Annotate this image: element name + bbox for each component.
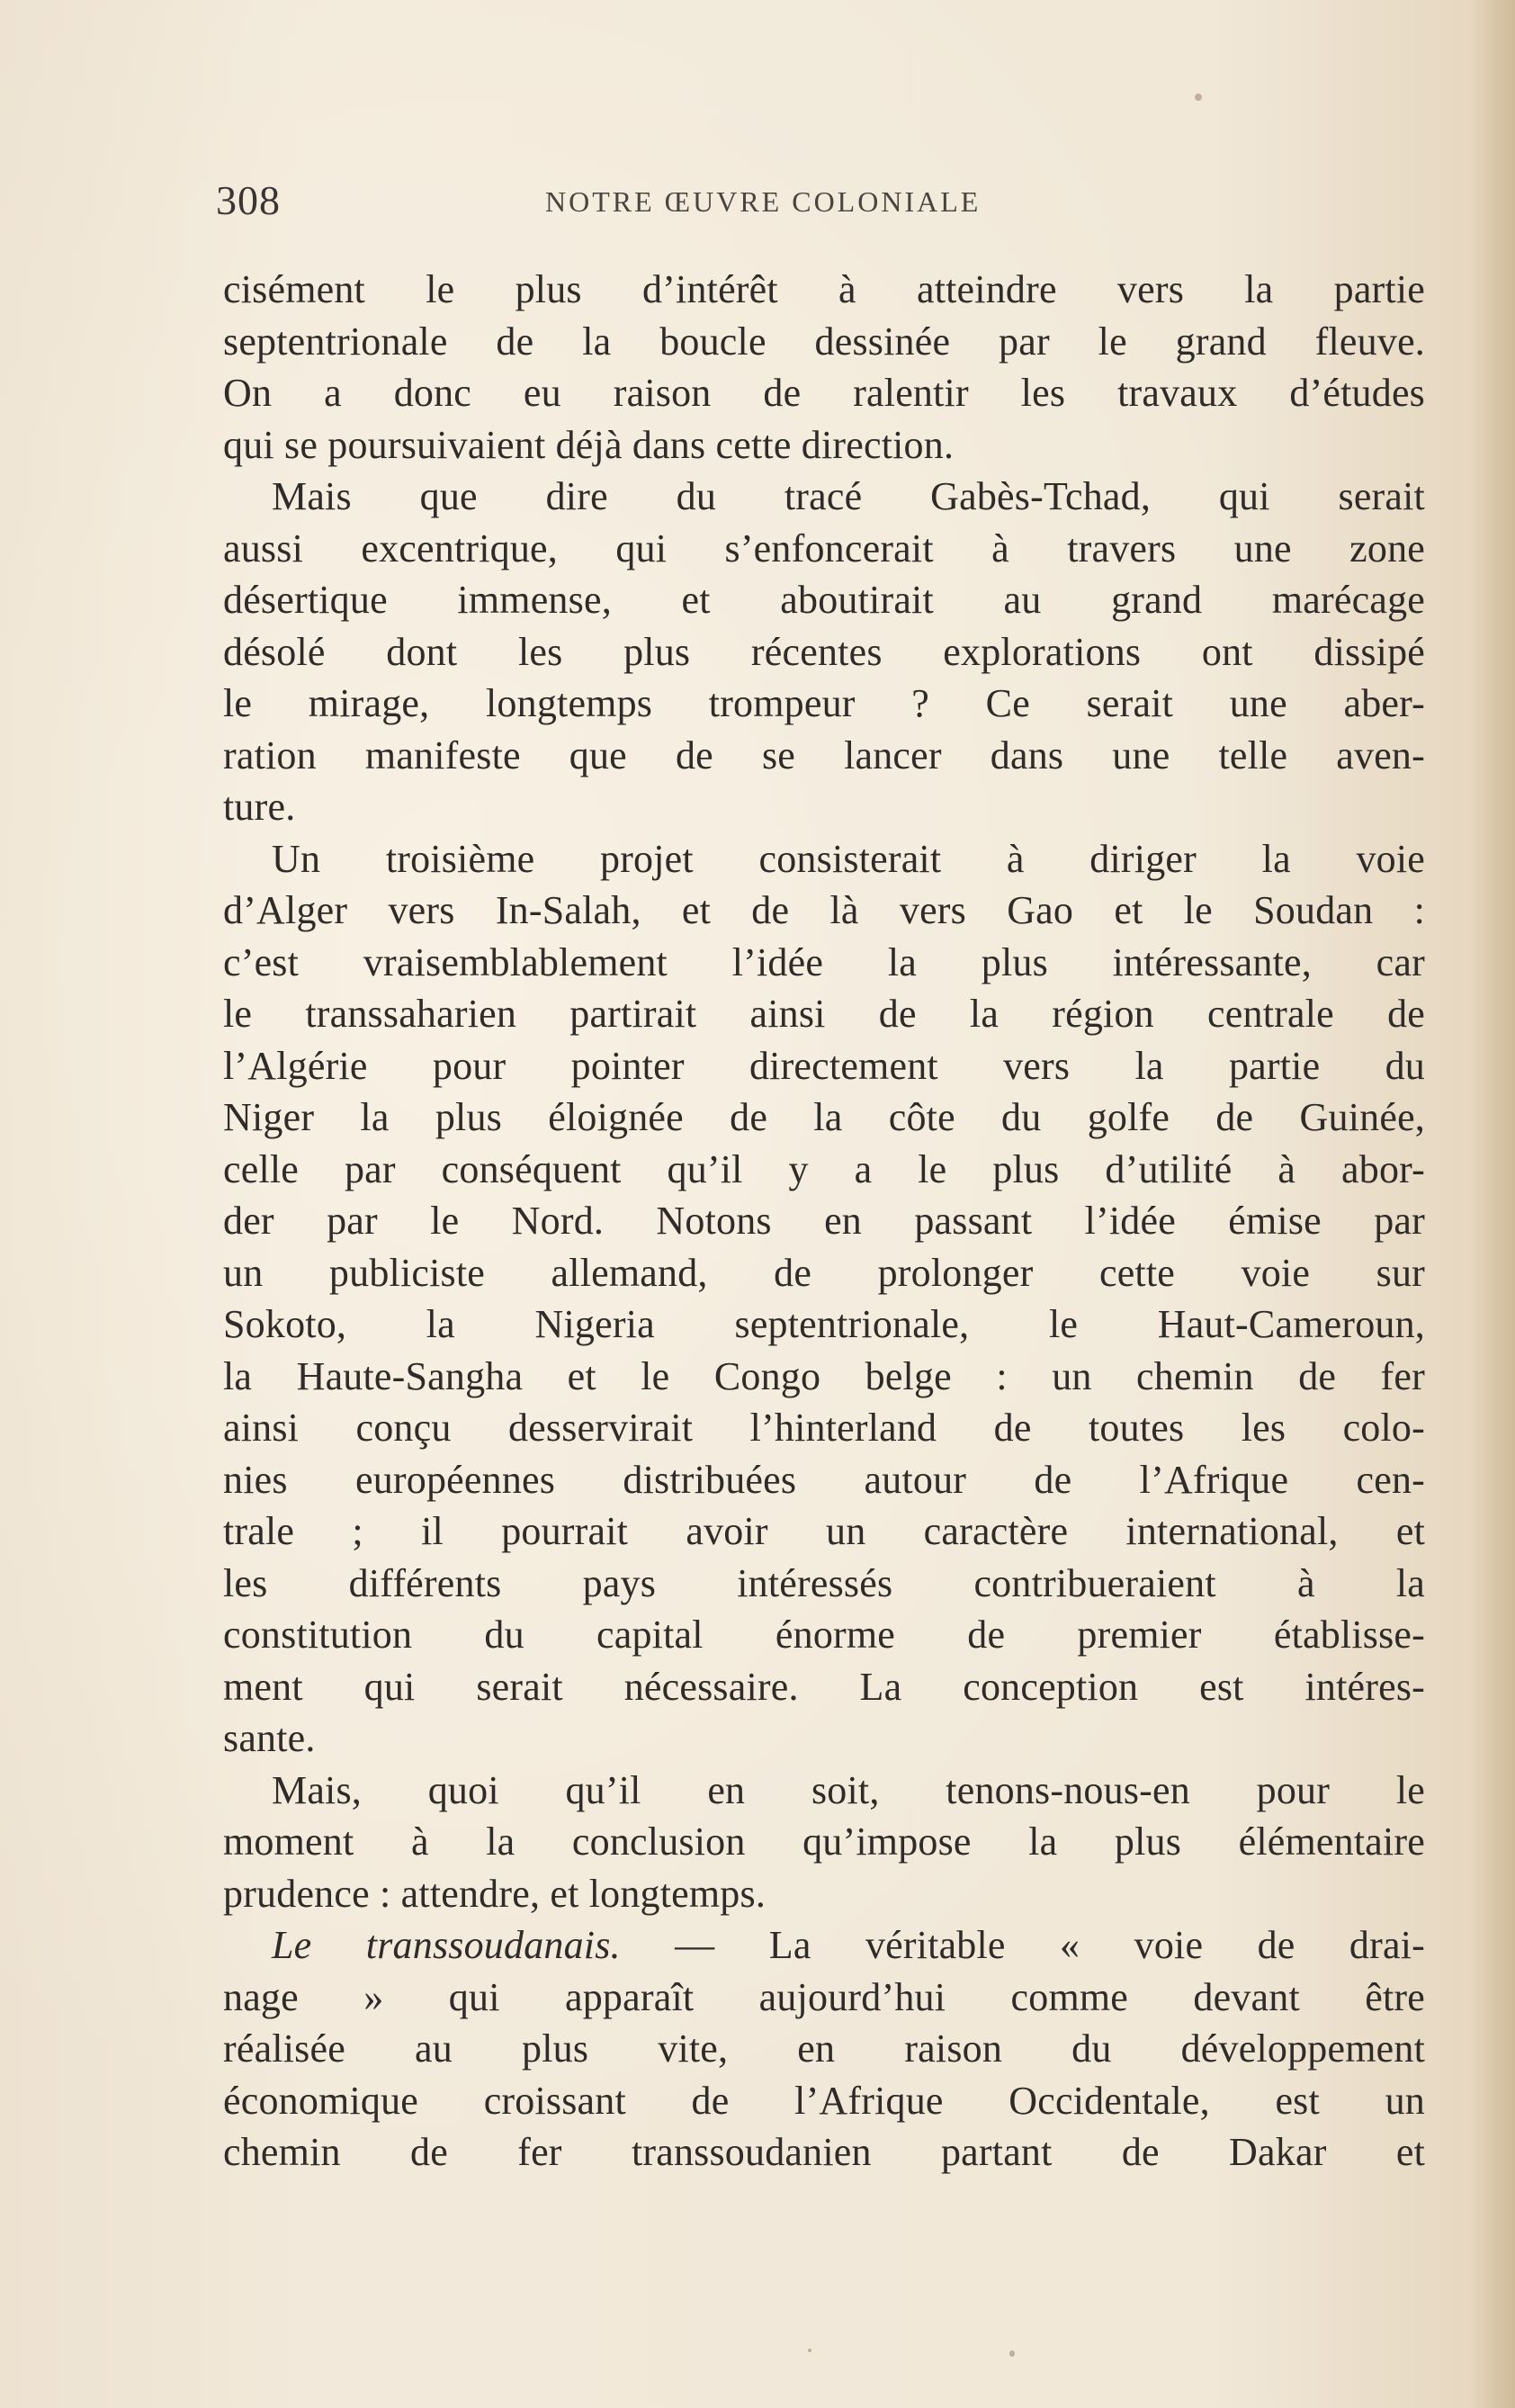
text-line: nies européennes distribuées autour de l’Afrique cen-: [223, 1457, 1425, 1502]
text-line: ainsi conçu desservirait l’hinterland de toutes les colo-: [223, 1406, 1425, 1450]
text-line: moment à la conclusion qu’impose la plus élémentaire: [223, 1819, 1425, 1864]
text-line: sante.: [223, 1716, 316, 1760]
text-line: ration manifeste que de se lancer dans une telle aven-: [223, 732, 1425, 777]
text-line: le transsaharien partirait ainsi de la région centrale de: [223, 992, 1425, 1036]
page-number: 308: [216, 177, 281, 223]
text-line: chemin de fer transsoudanien partant de Dakar et: [223, 2130, 1425, 2174]
text-line: l’Algérie pour pointer directement vers la partie du: [223, 1043, 1425, 1088]
text-line: qui se poursuivaient déjà dans cette direction.: [223, 422, 955, 467]
paper-speck: [1009, 2350, 1015, 2357]
section-heading-line: [223, 1919, 1425, 1972]
text-line: c’est vraisemblablement l’idée la plus intéressante, car: [223, 939, 1425, 984]
paragraph-start-line: Mais que dire du tracé Gabès-Tchad, qui serait: [272, 474, 1425, 518]
page-header: [216, 176, 1116, 230]
text-line: d’Alger vers In-Salah, et de là vers Gao et le Soudan :: [223, 888, 1425, 932]
paper-speck: [1195, 94, 1202, 101]
text-line: la Haute-Sangha et le Congo belge : un chemin de fer: [223, 1353, 1425, 1398]
text-line: ture.: [223, 785, 296, 829]
paragraph-start-line: Mais, quoi qu’il en soit, tenons-nous-en pour le: [272, 1767, 1425, 1812]
text-line: cisément le plus d’intérêt à atteindre vers la partie: [223, 267, 1425, 311]
section-heading: Le transsoudanais.: [272, 1923, 621, 1967]
text-line: prudence : attendre, et longtemps.: [223, 1871, 766, 1916]
text-line: nage » qui apparaît aujourd’hui comme devant être: [223, 1974, 1425, 2019]
text-line: Niger la plus éloignée de la côte du golfe de Guinée,: [223, 1095, 1425, 1139]
text-line: économique croissant de l’Afrique Occidentale, est un: [223, 2078, 1425, 2123]
text-line: aussi excentrique, qui s’enfoncerait à travers une zone: [223, 526, 1425, 571]
text-line: trale ; il pourrait avoir un caractère international, et: [223, 1509, 1425, 1553]
text-line: Sokoto, la Nigeria septentrionale, le Haut-Cameroun,: [223, 1302, 1425, 1346]
section-heading-text: — La véritable « voie de drai-: [620, 1923, 1425, 1967]
text-line: un publiciste allemand, de prolonger cette voie sur: [223, 1250, 1425, 1295]
body-text: [223, 264, 1425, 2179]
text-line: désolé dont les plus récentes explorations ont dissipé: [223, 629, 1425, 674]
page-edge-shadow: [1470, 0, 1515, 2408]
text-line: les différents pays intéressés contribueraient à la: [223, 1560, 1425, 1605]
text-line: le mirage, longtemps trompeur ? Ce serait une aber-: [223, 681, 1425, 725]
text-line: On a donc eu raison de ralentir les travaux d’études: [223, 371, 1425, 415]
paragraph-start-line: Un troisième projet consisterait à diriger la voie: [272, 836, 1425, 881]
text-line: celle par conséquent qu’il y a le plus d’utilité à abor-: [223, 1146, 1425, 1191]
text-line: désertique immense, et aboutirait au grand marécage: [223, 578, 1425, 622]
text-line: réalisée au plus vite, en raison du développement: [223, 2026, 1425, 2071]
text-line: constitution du capital énorme de premier établisse-: [223, 1613, 1425, 1657]
text-line: ment qui serait nécessaire. La conception est intéres-: [223, 1664, 1425, 1709]
paper-speck: [808, 2349, 811, 2352]
text-line: septentrionale de la boucle dessinée par le grand fleuve.: [223, 319, 1425, 364]
text-line: der par le Nord. Notons en passant l’idée émise par: [223, 1199, 1425, 1243]
running-head: NOTRE ŒUVRE COLONIALE: [545, 185, 982, 218]
